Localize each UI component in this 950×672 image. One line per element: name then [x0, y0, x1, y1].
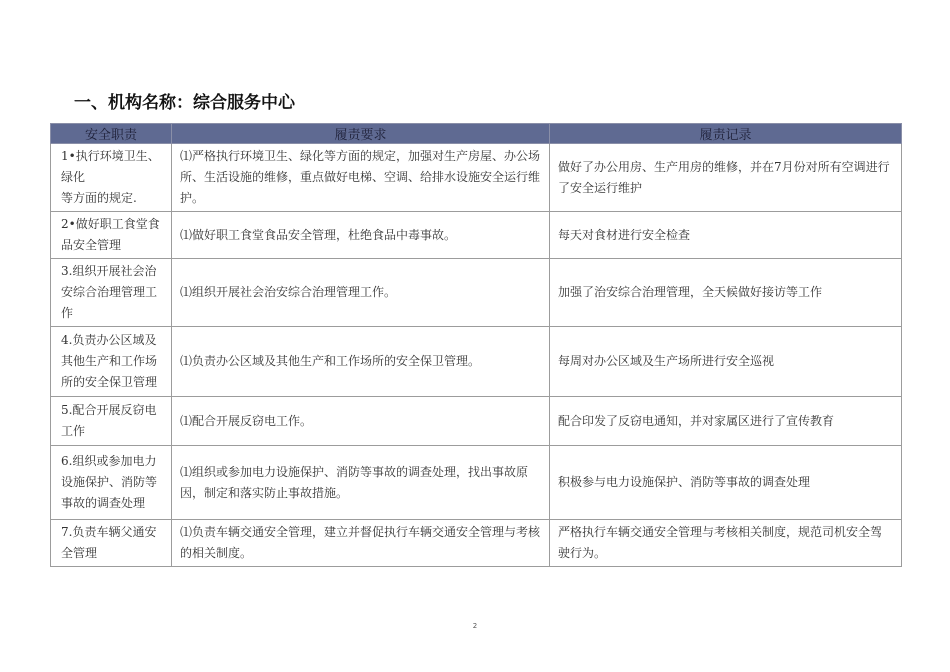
requirement-cell: ⑴做好职工食堂食品安全管理，杜绝食品中毒事故。 [172, 212, 550, 259]
duty-cell: 5.配合开展反窃电工作 [51, 397, 172, 446]
section-heading: 一、机构名称：综合服务中心 [74, 93, 295, 113]
table-row [51, 259, 902, 327]
header-record: 履责记录 [550, 124, 902, 144]
duty-cell: 6.组织或参加电力设施保护、消防等事故的调查处理 [51, 446, 172, 520]
table-row [51, 144, 902, 212]
header-duty: 安全职责 [51, 124, 172, 144]
requirement-cell: ⑴负责办公区域及其他生产和工作场所的安全保卫管理。 [172, 327, 550, 397]
page-number: 2 [472, 622, 478, 630]
duty-cell [51, 144, 172, 212]
requirement-cell: ⑴配合开展反窃电工作。 [172, 397, 550, 446]
duty-cell: 3.组织开展社会治安综合治理管理工作 [51, 259, 172, 327]
table-row [51, 446, 902, 520]
table-row [51, 212, 902, 259]
header-requirement: 履责要求 [172, 124, 550, 144]
record-cell: 严格执行车辆交通安全管理与考核相关制度，规范司机安全驾驶行为。 [550, 520, 902, 567]
record-cell: 每周对办公区域及生产场所进行安全巡视 [550, 327, 902, 397]
record-cell: 积极参与电力设施保护、消防等事故的调查处理 [550, 446, 902, 520]
duty-table [50, 123, 902, 567]
table-row [51, 520, 902, 567]
record-cell: 做好了办公用房、生产用房的维修，并在7月份对所有空调进行了安全运行维护 [550, 144, 902, 212]
record-cell: 每天对食材进行安全检查 [550, 212, 902, 259]
duty-text-line: 等方面的规定. [61, 191, 137, 205]
record-cell: 配合印发了反窃电通知，并对家属区进行了宣传教育 [550, 397, 902, 446]
requirement-cell: ⑴组织开展社会治安综合治理管理工作。 [172, 259, 550, 327]
requirement-cell: ⑴负责车辆交通安全管理，建立并督促执行车辆交通安全管理与考核的相关制度。 [172, 520, 550, 567]
requirement-cell: ⑴严格执行环境卫生、绿化等方面的规定，加强对生产房屋、办公场所、生活设施的维修，重点做好电梯、空调、给排水设施安全运行维护。 [172, 144, 550, 212]
duty-cell: 4.负责办公区域及其他生产和工作场所的安全保卫管理 [51, 327, 172, 397]
duty-cell: 7.负责车辆父通安全管理 [51, 520, 172, 567]
table-row [51, 327, 902, 397]
record-cell: 加强了治安综合治理管理，全天候做好接访等工作 [550, 259, 902, 327]
requirement-cell: ⑴组织或参加电力设施保护、消防等事故的调查处理，找出事故原因，制定和落实防止事故措施。 [172, 446, 550, 520]
duty-text-line: 1•执行环境卫生、绿化 [61, 149, 160, 184]
duty-cell: 2•做好职工食堂食品安全管理 [51, 212, 172, 259]
table-row [51, 397, 902, 446]
table-header-row [51, 124, 902, 144]
